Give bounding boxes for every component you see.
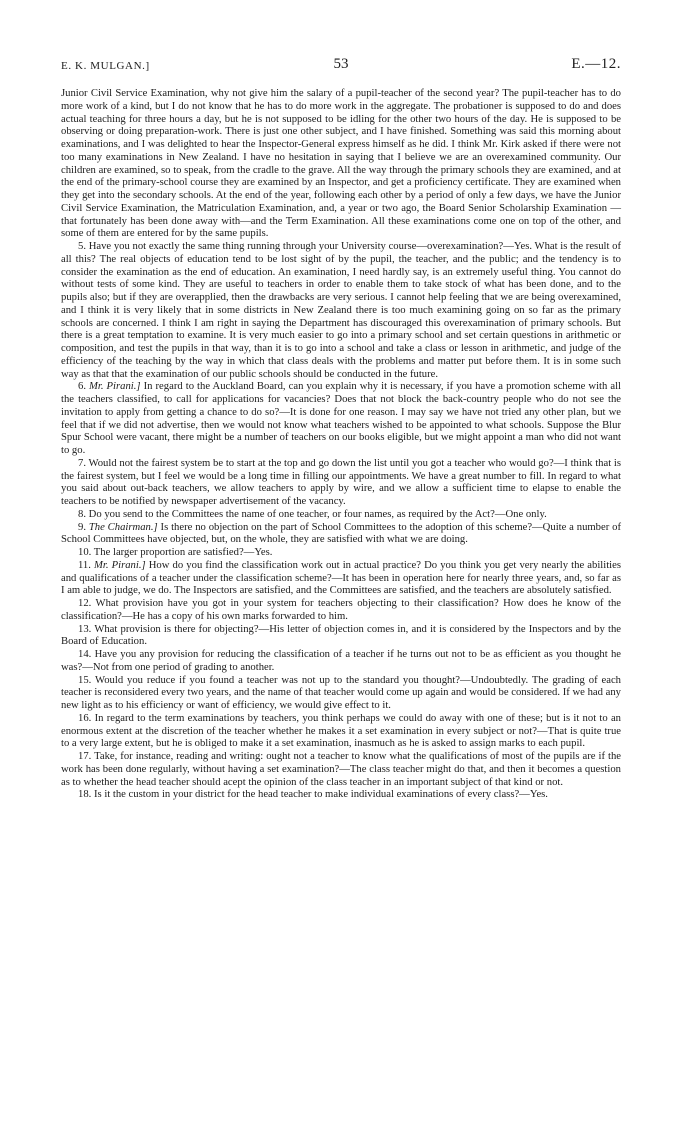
- question-text: Is there no objection on the part of School Committees to the adoption of this scheme?—Quite a number of School Committees have objected, but, on the whole, they are satisfied with what we are doing.: [61, 521, 621, 546]
- question-number: 7.: [78, 457, 86, 469]
- question-text: Would not the fairest system be to start at the top and go down the list until you got a teacher who would go?—I think that is the fairest system, but I feel we would be a long time in filling our appointments. We have a great number to fill. In regard to what you said about out-back teachers, we allow teachers to apply by wire, and we allow a sufficient time to elapse to enable the teachers to be notified by newspaper advertisement of the vacancy.: [61, 457, 621, 507]
- question-text: The larger proportion are satisfied?—Yes.: [93, 547, 273, 558]
- question-number: 18.: [78, 789, 92, 801]
- speaker-label: Mr. Pirani.]: [94, 559, 146, 571]
- question-text: Have you any provision for reducing the classification of a teacher if he turns out not to be as efficient as you thought he was?—Not from one period of grading to another.: [61, 649, 621, 673]
- question-text: Is it the custom in your district for the head teacher to make individual examinations of every class?—Yes.: [93, 789, 548, 801]
- header-witness-name: E. K. MULGAN.]: [61, 60, 150, 72]
- question-text: Take, for instance, reading and writing: ought not a teacher to know what the qualifications of most of the pupils are if the work has been done regularly, without having a set examination?—The class teacher might do that, and then it becomes a question as to whether the head teacher should acept the opinion of the class teacher in an important subject of that kind or not.: [61, 751, 621, 788]
- question-number: 9.: [78, 521, 86, 533]
- question-18: [61, 789, 621, 802]
- question-6: [61, 381, 621, 458]
- question-8: [61, 509, 621, 522]
- document-page: [61, 58, 621, 802]
- question-number: 10.: [78, 547, 92, 558]
- page-number: 53: [333, 56, 349, 72]
- question-number: 8.: [78, 508, 86, 520]
- question-text: In regard to the Auckland Board, can you explain why it is necessary, if you have a promotion scheme with all the teachers classified, to call for applications for vacancies? Does that not block the back-country people who do not see the invitation to apply from getting a chance to do so?—It is done for one reason. I may say we have not tried any other plan, but we feel that if we did not advertise, then we would not know what teachers wished to be appointed to what schools. Suppose the Blur Spur School were vacant, there might be a number of teachers on our books eligible, but we might appoint a man who did not want to go.: [61, 381, 621, 456]
- question-10: [61, 547, 621, 560]
- question-number: 11.: [78, 559, 91, 571]
- paragraph-continuation: [61, 88, 621, 241]
- question-15: [61, 675, 621, 713]
- speaker-label: The Chairman.]: [88, 521, 158, 533]
- question-number: 17.: [78, 751, 92, 762]
- question-16: [61, 713, 621, 751]
- body-text: [61, 88, 621, 802]
- question-7: [61, 458, 621, 509]
- question-number: 16.: [78, 712, 92, 724]
- question-12: [61, 598, 621, 624]
- question-text: Have you not exactly the same thing running through your University course—overexamination?—Yes. What is the result of all this? The real objects of education tend to be lost sight of by the pupil, the teacher, and the public; and the tendency is to consider the examination as the end of education. An examination, I need hardly say, is an extremely useful thing. You cannot do without tests of some kind. They are useful to teachers in order to enable them to take stock of what has been done, and to the pupils also; but if they are overapplied, then the drawbacks are very serious. I cannot help feeling that we are being overexamined, and I think it is very likely that in some districts in New Zealand there is too much examining going on so far as the primary schools are concerned. I think I am right in saying the Department has discouraged this overexamination of primary schools. But there is a great temptation to examine. It is very much easier to go into a primary school and set certain questions in arithmetic or composition, and test the pupils in that way, than it is to go into a school and take a class or lesson in arithmetic, and judge of the efficiency of the teaching by the way in which that class deals with the problems and matter put before them. It is in some such way as that that the examination of our public schools should be conducted in the future.: [61, 241, 621, 380]
- question-13: [61, 624, 621, 650]
- question-5: [61, 241, 621, 381]
- question-9: [61, 522, 621, 548]
- question-number: 5.: [78, 241, 86, 252]
- question-number: 13.: [78, 623, 92, 635]
- question-number: 6.: [78, 381, 86, 393]
- paragraph-text: Junior Civil Service Examination, why not give him the salary of a pupil-teacher of the second year? The pupil-teacher has to do more work of a kind, but I do not know that he has to do more work in the aggregate. The probationer is supposed to do and does actual teaching for three hours a day, but he is not supposed to be idling for the other two hours of the day. He is supposed to be observing or doing preparation-work. There is just one other subject, and I have finished. Something was said this morning about examinations, and I was delighted to hear the Inspector-General express himself as he did. I think Mr. Kirk asked if there were not too many examinations in New Zealand. I have no hesitation in saying that I believe we are an overexamined community. Our children are examined, so to speak, from the cradle to the grave. All the way through the primary schools they are examined, and at the end of the primary-school course they are examined by an Inspector, and get a proficiency certificate. They are examined when they get into the secondary schools. At the end of the year, following each other by a period of only a few days, we have the Junior Civil Service Examination, the Matriculation Examination, and, a year or two ago, the Board Senior Scholarship Examination —that fortunately has been done away with—and the Term Examination. All these examinations come one on top of the other, and some of them are entered for by the same pupils.: [61, 88, 621, 240]
- question-14: [61, 649, 621, 675]
- question-text: How do you find the classification work out in actual practice? Do you think you get very nearly the abilities and qualifications of a teacher under the classification scheme?—It has been in operation here for nearly three years, and, so far as I am able to judge, we do. The Inspectors are satisfied, and the Committees are satisfied, and the teachers are absolutely satisfied.: [61, 559, 621, 597]
- header-document-code: E.—12.: [571, 56, 621, 72]
- question-17: [61, 751, 621, 789]
- question-11: [61, 560, 621, 598]
- speaker-label: Mr. Pirani.]: [89, 381, 141, 393]
- question-text: In regard to the term examinations by teachers, you think perhaps we could do away with one of these; but is it not to an enormous extent at the discretion of the teacher whether he makes it a set examination in every subject or not?—That is quite true to a very large extent, but he is obliged to make it a set examination, inasmuch as he is asked to assign marks to each pupil.: [61, 712, 621, 750]
- question-text: Would you reduce if you found a teacher was not up to the standard you thought?—Undoubtedly. The grading of each teacher is reconsidered every two years, and the name of that teacher would come up again and would be considered. If we had any new light as to his efficiency or want of efficiency, we would give effect to it.: [61, 674, 622, 711]
- question-text: Do you send to the Committees the name of one teacher, or four names, as required by the Act?—One only.: [88, 508, 547, 520]
- question-text: What provision is there for objecting?—His letter of objection comes in, and it is considered by the Inspectors and by the Board of Education.: [61, 623, 622, 648]
- question-number: 12.: [78, 598, 92, 609]
- question-number: 15.: [78, 674, 92, 686]
- running-header: [61, 58, 621, 82]
- question-number: 14.: [78, 649, 92, 660]
- question-text: What provision have you got in your system for teachers objecting to their classification? How does he know of the classification?—He has a copy of his own marks forwarded to him.: [61, 598, 621, 622]
